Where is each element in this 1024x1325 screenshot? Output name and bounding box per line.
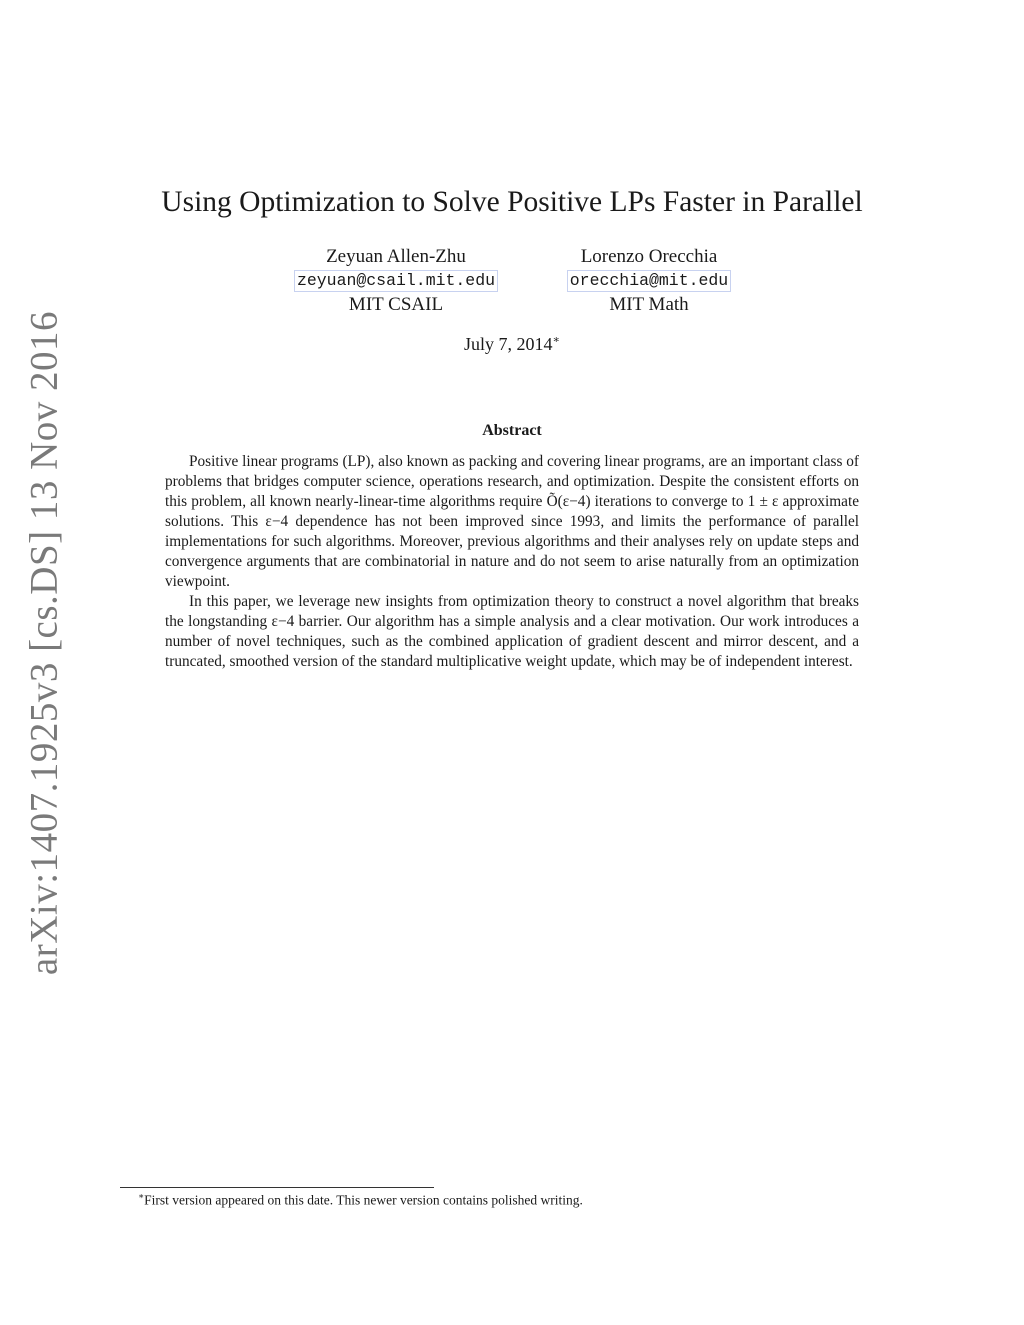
paper-title: Using Optimization to Solve Positive LPs Faster in Parallel [161, 186, 863, 218]
author-name: Lorenzo Orecchia [580, 246, 718, 267]
footnote-text: First version appeared on this date. This newer version contains polished writing. [144, 1192, 583, 1208]
author-email-link[interactable]: zeyuan@csail.mit.edu [294, 270, 498, 292]
abstract-body [165, 452, 859, 672]
author-affiliation: MIT Math [609, 294, 689, 315]
abstract-paragraph: In this paper, we leverage new insights from optimization theory to construct a novel algorithm that breaks the longstanding ε−4 barrier. Our algorithm has a simple analysis and a clear motivation. Our work introduces a number of novel techniques, such as the combined application of gradient descent and mirror descent, and a truncated, smoothed version of the standard multiplicative weight update, which may be of independent interest. [165, 593, 859, 670]
footnote [138, 1191, 583, 1209]
arxiv-stamp [14, 310, 74, 975]
author-block-2 [563, 245, 735, 316]
arxiv-id: arXiv:1407.1925v3 [cs.DS] 13 Nov 2016 [22, 310, 66, 975]
author-block-1 [290, 245, 502, 316]
author-email-link[interactable]: orecchia@mit.edu [567, 270, 731, 292]
abstract-heading: Abstract [482, 422, 542, 439]
date-text: July 7, 2014 [464, 334, 553, 354]
footnote-marker[interactable]: ∗ [552, 334, 560, 346]
abstract-paragraph: Positive linear programs (LP), also known as packing and covering linear programs, are an important class of problems that bridges computer science, operations research, and optimization. Despite the consistent efforts on this problem, all known nearly-linear-time algorithms require Õ(ε−4) iterations to converge to 1 ± ε approximate solutions. This ε−4 dependence has not been improved since 1993, and limits the performance of parallel implementations for such algorithms. Moreover, previous algorithms and their analyses rely on update steps and convergence arguments that are combinatorial in nature and do not seem to arise naturally from an optimization viewpoint. [165, 453, 859, 590]
paper-date [0, 333, 1024, 355]
footnote-marker: ∗ [138, 1191, 145, 1201]
author-name: Zeyuan Allen-Zhu [326, 246, 466, 267]
author-affiliation: MIT CSAIL [348, 294, 444, 315]
footnote-rule [120, 1187, 434, 1188]
